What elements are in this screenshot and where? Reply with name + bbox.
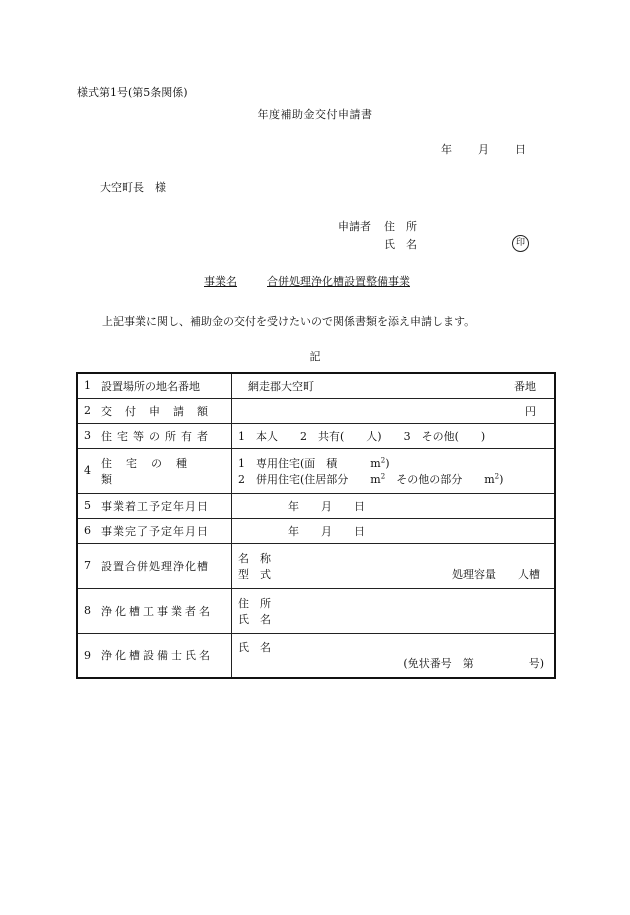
project-name: 合併処理浄化槽設置整備事業 (267, 275, 410, 288)
row-label: 事業着工予定年月日 (101, 499, 209, 513)
house-type-text: ) (385, 456, 390, 470)
unit-superscript: 2 (380, 455, 386, 464)
row-label-cell (77, 493, 232, 518)
row-value-cell[interactable] (232, 588, 556, 633)
location-value: 網走郡大空町 (248, 379, 314, 393)
tank-name-label: 名 称 (238, 551, 271, 565)
row-label-cell (77, 448, 232, 493)
row-value-cell[interactable] (232, 493, 556, 518)
table-row (77, 633, 555, 678)
row-label-cell (77, 543, 232, 588)
row-number: 4 (84, 464, 91, 477)
date-line (441, 141, 526, 157)
banchi-suffix: 番地 (514, 379, 536, 393)
house-type-line-1 (238, 455, 548, 471)
row-value-cell[interactable] (232, 543, 556, 588)
row-number: 8 (84, 604, 91, 617)
row-number: 3 (84, 429, 91, 442)
house-type-line-2 (238, 471, 548, 487)
row-label: 住宅の種類 (101, 456, 201, 486)
row-value-cell[interactable] (232, 423, 556, 448)
row-label-cell (77, 373, 232, 398)
project-line (204, 273, 410, 289)
row-label: 交付申請額 (101, 404, 221, 418)
row-number: 6 (84, 524, 91, 537)
application-table (76, 372, 556, 679)
date-month: 月 (478, 143, 489, 156)
row-label-cell (77, 633, 232, 678)
contractor-name-label: 氏 名 (238, 612, 271, 626)
ki-heading: 記 (309, 350, 321, 363)
addressee: 大空町長 様 (100, 181, 166, 194)
row-label: 設置場所の地名番地 (101, 379, 200, 393)
table-row (77, 373, 555, 398)
table-row (77, 493, 555, 518)
owner-options: 1 本人 2 共有( 人) 3 その他( ) (238, 429, 486, 443)
table-row (77, 398, 555, 423)
completion-date: 年 月 日 (288, 524, 365, 538)
row-number: 9 (84, 648, 91, 662)
row-value-cell[interactable] (232, 448, 556, 493)
table-row (77, 543, 555, 588)
row-label: 浄化槽設備士氏名 (101, 649, 213, 663)
applicant-label: 申請者 (338, 220, 371, 233)
table-row (77, 518, 555, 543)
date-year: 年 (441, 143, 452, 156)
form-number: 様式第1号(第5条関係) (77, 86, 188, 99)
row-label: 設置合併処理浄化槽 (101, 559, 209, 573)
row-number: 7 (84, 559, 91, 572)
row-value-cell[interactable] (232, 373, 556, 398)
project-label: 事業名 (204, 275, 237, 288)
row-label-cell (77, 423, 232, 448)
row-value-cell[interactable] (232, 633, 556, 678)
body-text: 上記事業に関し、補助金の交付を受けたいので関係書類を添え申請します。 (102, 315, 476, 328)
installer-name-label: 氏 名 (238, 641, 271, 655)
row-label: 事業完了予定年月日 (101, 524, 209, 538)
start-date: 年 月 日 (288, 499, 365, 513)
seal-icon: 印 (512, 235, 529, 252)
date-day: 日 (515, 143, 526, 156)
row-value-cell[interactable] (232, 518, 556, 543)
table-row (77, 448, 555, 493)
row-label: 浄化槽工事業者名 (101, 604, 213, 618)
table-row (77, 423, 555, 448)
table-row (77, 588, 555, 633)
yen-suffix: 円 (525, 404, 536, 418)
row-number: 2 (84, 404, 91, 417)
row-label-cell (77, 398, 232, 423)
tank-model-label: 型 式 (238, 567, 271, 581)
applicant-name-label: 氏 名 (384, 238, 417, 251)
row-label-cell (77, 588, 232, 633)
unit-superscript: 2 (494, 471, 500, 480)
row-number: 1 (84, 379, 91, 393)
house-type-text: 2 併用住宅(住居部分 m (238, 472, 381, 486)
applicant-address-line (338, 218, 417, 234)
unit-superscript: 2 (380, 471, 386, 480)
row-label-cell (77, 518, 232, 543)
contractor-address-label: 住 所 (238, 596, 271, 610)
house-type-text: ) (499, 472, 504, 486)
house-type-text: 1 専用住宅(面 積 m (238, 456, 381, 470)
page-title: 年度補助金交付申請書 (257, 108, 373, 121)
license-number: (免状番号 第 号) (403, 657, 544, 671)
applicant-name-line (384, 236, 417, 252)
house-type-text: その他の部分 m (385, 472, 495, 486)
row-label: 住宅等の所有者 (101, 429, 213, 443)
row-value-cell[interactable] (232, 398, 556, 423)
applicant-address-label: 住 所 (384, 220, 417, 233)
row-number: 5 (84, 499, 91, 512)
capacity-label: 処理容量 人槽 (452, 567, 540, 581)
